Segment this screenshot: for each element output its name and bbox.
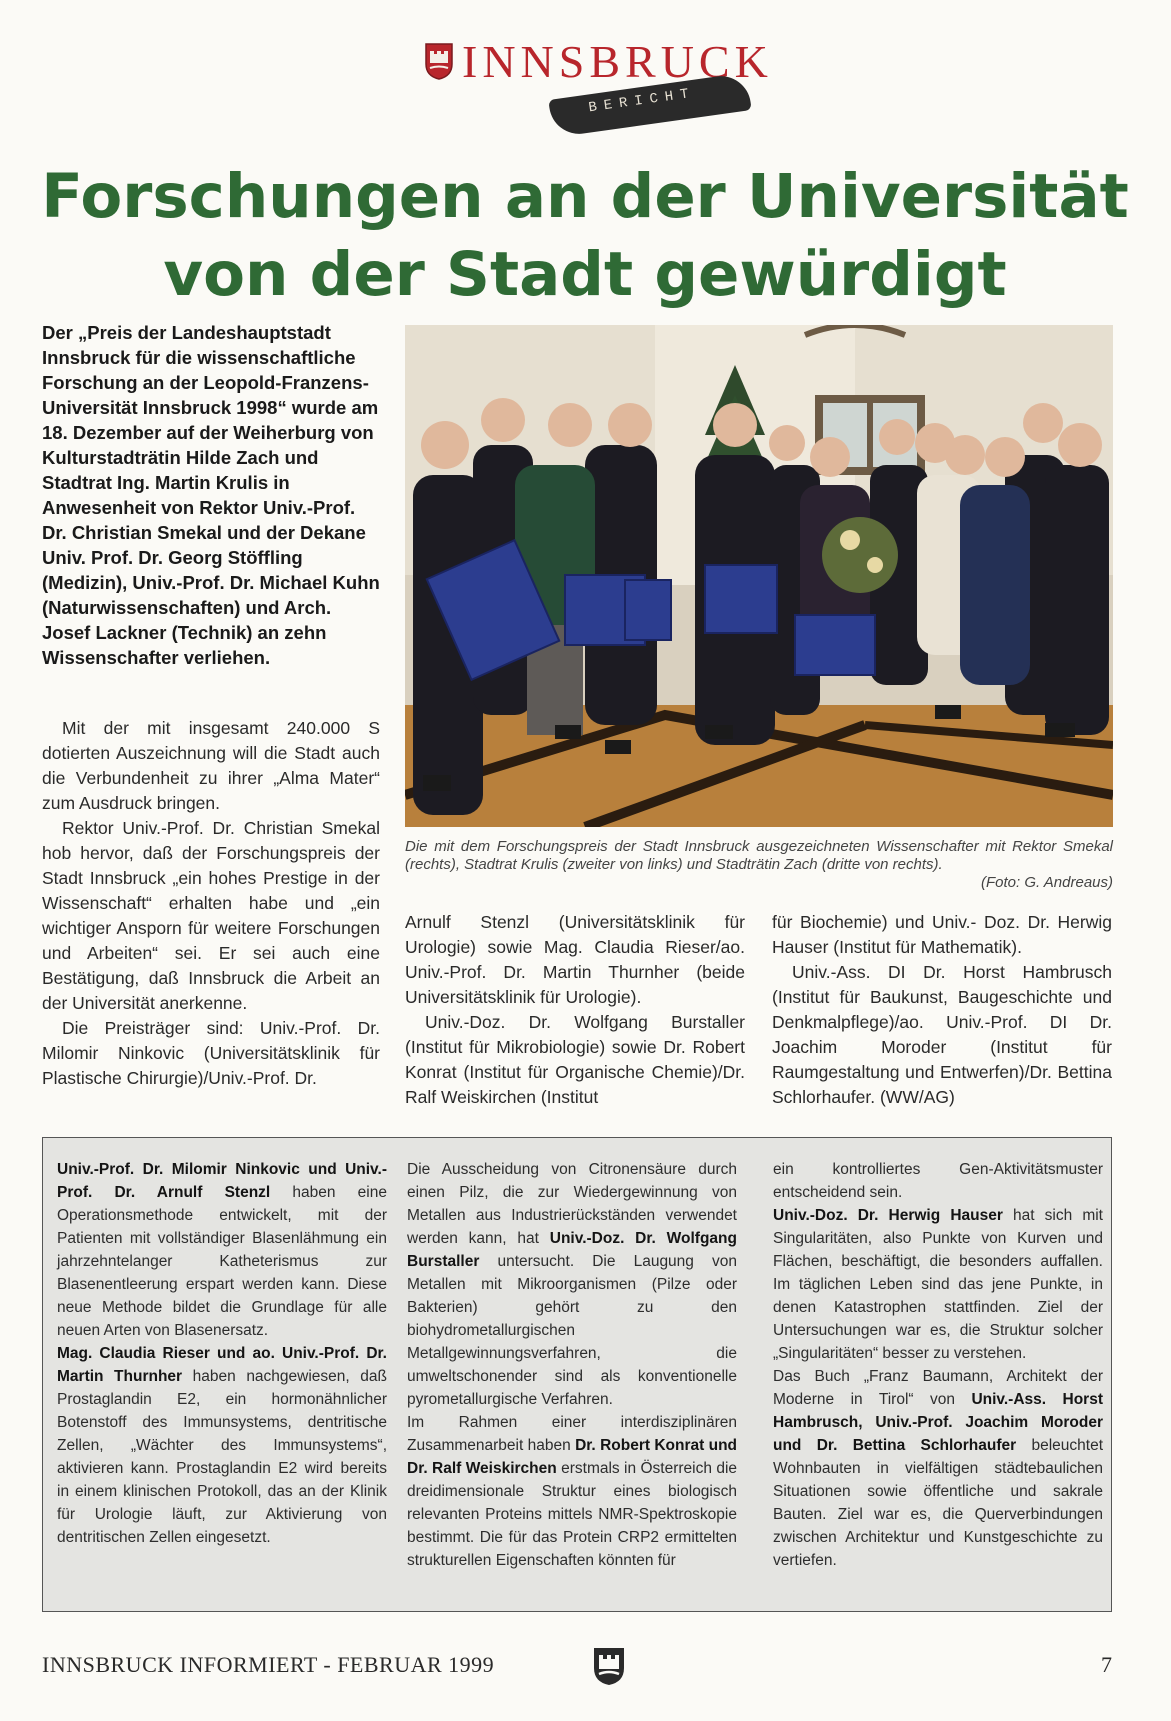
researcher-names: Univ.-Doz. Dr. Wolfgang Burstaller [407,1230,737,1270]
summary-paragraph [407,1411,737,1572]
research-summary-box [42,1137,1112,1612]
summary-text: ein kontrolliertes Gen-Aktivitätsmuster entscheidend sein. [773,1161,1103,1201]
column-1-paragraph: Mit der mit insgesamt 240.000 S dotierten Auszeichnung will die Stadt auch die Verbundenheit zu ihrer „Alma Mater“ zum Ausdruck bringen. [42,718,380,813]
summary-text: beleuchtet Wohnbauten in vielfältigen städtebaulichen Situationen sowie öffentliche und sakrale Bauten. Ziel war es, die Querverbindungen zwischen Architektur und Kunstgeschichte zu vertiefen. [773,1437,1103,1569]
summary-column-2 [407,1158,737,1572]
article-column-2 [405,910,745,1110]
photo-credit: (Foto: G. Andreaus) [981,874,1113,891]
summary-column-1 [57,1158,387,1549]
article-lead: Der „Preis der Landeshauptstadt Innsbruck für die wissenschaftliche Forschung an der Leopold-Franzens-Universität Innsbruck 1998“ wurde am 18. Dezember auf der Weiherburg von Kulturstadträtin Hilde Zach und Stadtrat Ing. Martin Krulis in Anwesenheit von Rektor Univ.-Prof. Dr. Christian Smekal und der Dekane Univ. Prof. Dr. Georg Stöffling (Medizin), Univ.-Prof. Dr. Michael Kuhn (Naturwissenschaften) und Arch. Josef Lackner (Technik) an zehn Wissenschafter verliehen. [42,322,380,668]
summary-text: Das Buch „Franz Baumann, Architekt der Moderne in Tirol“ von [773,1368,1103,1408]
article-column-1 [42,716,380,1091]
page-number: 7 [1101,1652,1112,1677]
researcher-names: Univ.-Ass. Horst Hambrusch, Univ.-Prof. Joachim Moroder und Dr. Bettina Schlorhaufer [773,1391,1103,1454]
publication-title: INNSBRUCK INFORMIERT - FEBRUAR 1999 [42,1652,495,1677]
summary-paragraph [773,1158,1103,1204]
summary-text: haben nachgewiesen, daß Prostaglandin E2, ein hormonähnlicher Botenstoff des Immunsystems, dentritische Zellen, „Wächter des Immunsystems“, aktivieren kann. Prostaglandin E2 wird bereits in einem klinischen Protokoll, das an der Klinik für Urologie läuft, zur Aktivierung von dentritischen Zellen eingesetzt. [57,1368,387,1546]
summary-text: haben eine Operationsmethode entwickelt, mit der Patienten mit vollständiger Blasenlähmung ein jahrzehntelanger Katheterismus zur Blasenentleerung erspart werden kann. Diese neue Methode bildet die Grundlage für alle neuen Arten von Blasenersatz. [57,1184,387,1339]
column-1-paragraph: Die Preisträger sind: Univ.-Prof. Dr. Milomir Ninkovic (Universitätsklinik für Plastische Chirurgie)/Univ.-Prof. Dr. [42,1018,380,1088]
column-1-paragraph: Rektor Univ.-Prof. Dr. Christian Smekal hob hervor, daß der Forschungspreis der Stadt Innsbruck „ein hohes Prestige in der Wissenschaft“ erhalten habe und „ein wichtiger Ansporn für weitere Forschungen und Arbeiten“ sei. Er sei auch eine Bestätigung, daß Innsbruck die Arbeit an der Universität anerkenne. [42,818,380,1013]
summary-paragraph [57,1342,387,1549]
column-3-paragraph: Univ.-Ass. DI Dr. Horst Hambrusch (Institut für Baukunst, Baugeschichte und Denkmalpflege)/ao. Univ.-Prof. DI Dr. Joachim Moroder (Institut für Raumgestaltung und Entwerfen)/Dr. Bettina Schlorhaufer. (WW/AG) [772,962,1112,1107]
summary-paragraph [773,1365,1103,1572]
researcher-names: Univ.-Doz. Dr. Herwig Hauser [773,1207,1003,1224]
researcher-names: Dr. Robert Konrat und Dr. Ralf Weiskirchen [407,1437,738,1477]
page-footer [42,1652,1112,1682]
summary-paragraph [773,1204,1103,1365]
headline-line-2: von der Stadt gewürdigt [163,239,1007,310]
innsbruck-crest-icon [424,42,454,80]
masthead [420,36,773,126]
caption-text: Die mit dem Forschungspreis der Stadt Innsbruck ausgezeichneten Wissenschafter mit Rektor Smekal (rechts), Stadtrat Krulis (zweiter von links) und Stadträtin Zach (dritte von rechts). [405,838,1113,873]
researcher-names: Mag. Claudia Rieser und ao. Univ.-Prof. Dr. Martin Thurnher [57,1345,387,1385]
summary-text: untersucht. Die Laugung von Metallen mit Mikroorganismen (Pilze oder Bakterien) gehört zu den biohydrometallurgischen Metallgewinnungsverfahren, die umweltschonender sind als konventionelle pyrometallurgische Verfahren. [407,1253,737,1408]
summary-paragraph [407,1158,737,1411]
group-photo-illustration [405,325,1113,827]
article-column-3 [772,910,1112,1110]
masthead-title: INNSBRUCK [462,36,773,87]
summary-column-3 [773,1158,1103,1572]
summary-paragraph [57,1158,387,1342]
masthead-subtitle: BERICHT [587,85,697,117]
article-headline [40,158,1130,314]
summary-text: erstmals in Österreich die dreidimensionale Struktur eines biologisch relevanten Proteins mittels NMR-Spektroskopie bestimmt. Die für das Protein CRP2 ermittelten strukturellen Eigenschaften könnten für [407,1460,738,1569]
summary-text: hat sich mit Singularitäten, also Punkte von Kurven und Flächen, beschäftigt, die besonders auffallen. Im täglichen Leben sind das jene Punkte, in denen Katastrophen stattfinden. Ziel der Untersuchungen war es, die Struktur solcher „Singularitäten“ besser zu verstehen. [773,1207,1103,1362]
photo-caption [405,838,1113,892]
summary-text: Im Rahmen einer interdisziplinären Zusammenarbeit haben [407,1414,737,1454]
column-2-paragraph: Arnulf Stenzl (Universitätsklinik für Urologie) sowie Mag. Claudia Rieser/ao. Univ.-Prof. Dr. Martin Thurnher (beide Universitätsklinik für Urologie). [405,912,745,1007]
column-2-paragraph: Univ.-Doz. Dr. Wolfgang Burstaller (Institut für Mikrobiologie) sowie Dr. Robert Konrat (Institut für Organische Chemie)/Dr. Ralf Weiskirchen (Institut [405,1012,745,1107]
summary-text: Die Ausscheidung von Citronensäure durch einen Pilz, die zur Wiedergewinnung von Metallen aus Industrierückständen verwendet werden kann, hat [407,1161,737,1247]
headline-line-1: Forschungen an der Universität [41,161,1129,232]
group-photo [405,325,1113,827]
column-3-paragraph: für Biochemie) und Univ.- Doz. Dr. Herwig Hauser (Institut für Mathematik). [772,912,1112,957]
city-crest-icon [592,1646,626,1686]
researcher-names: Univ.-Prof. Dr. Milomir Ninkovic und Univ.-Prof. Dr. Arnulf Stenzl [57,1161,387,1201]
